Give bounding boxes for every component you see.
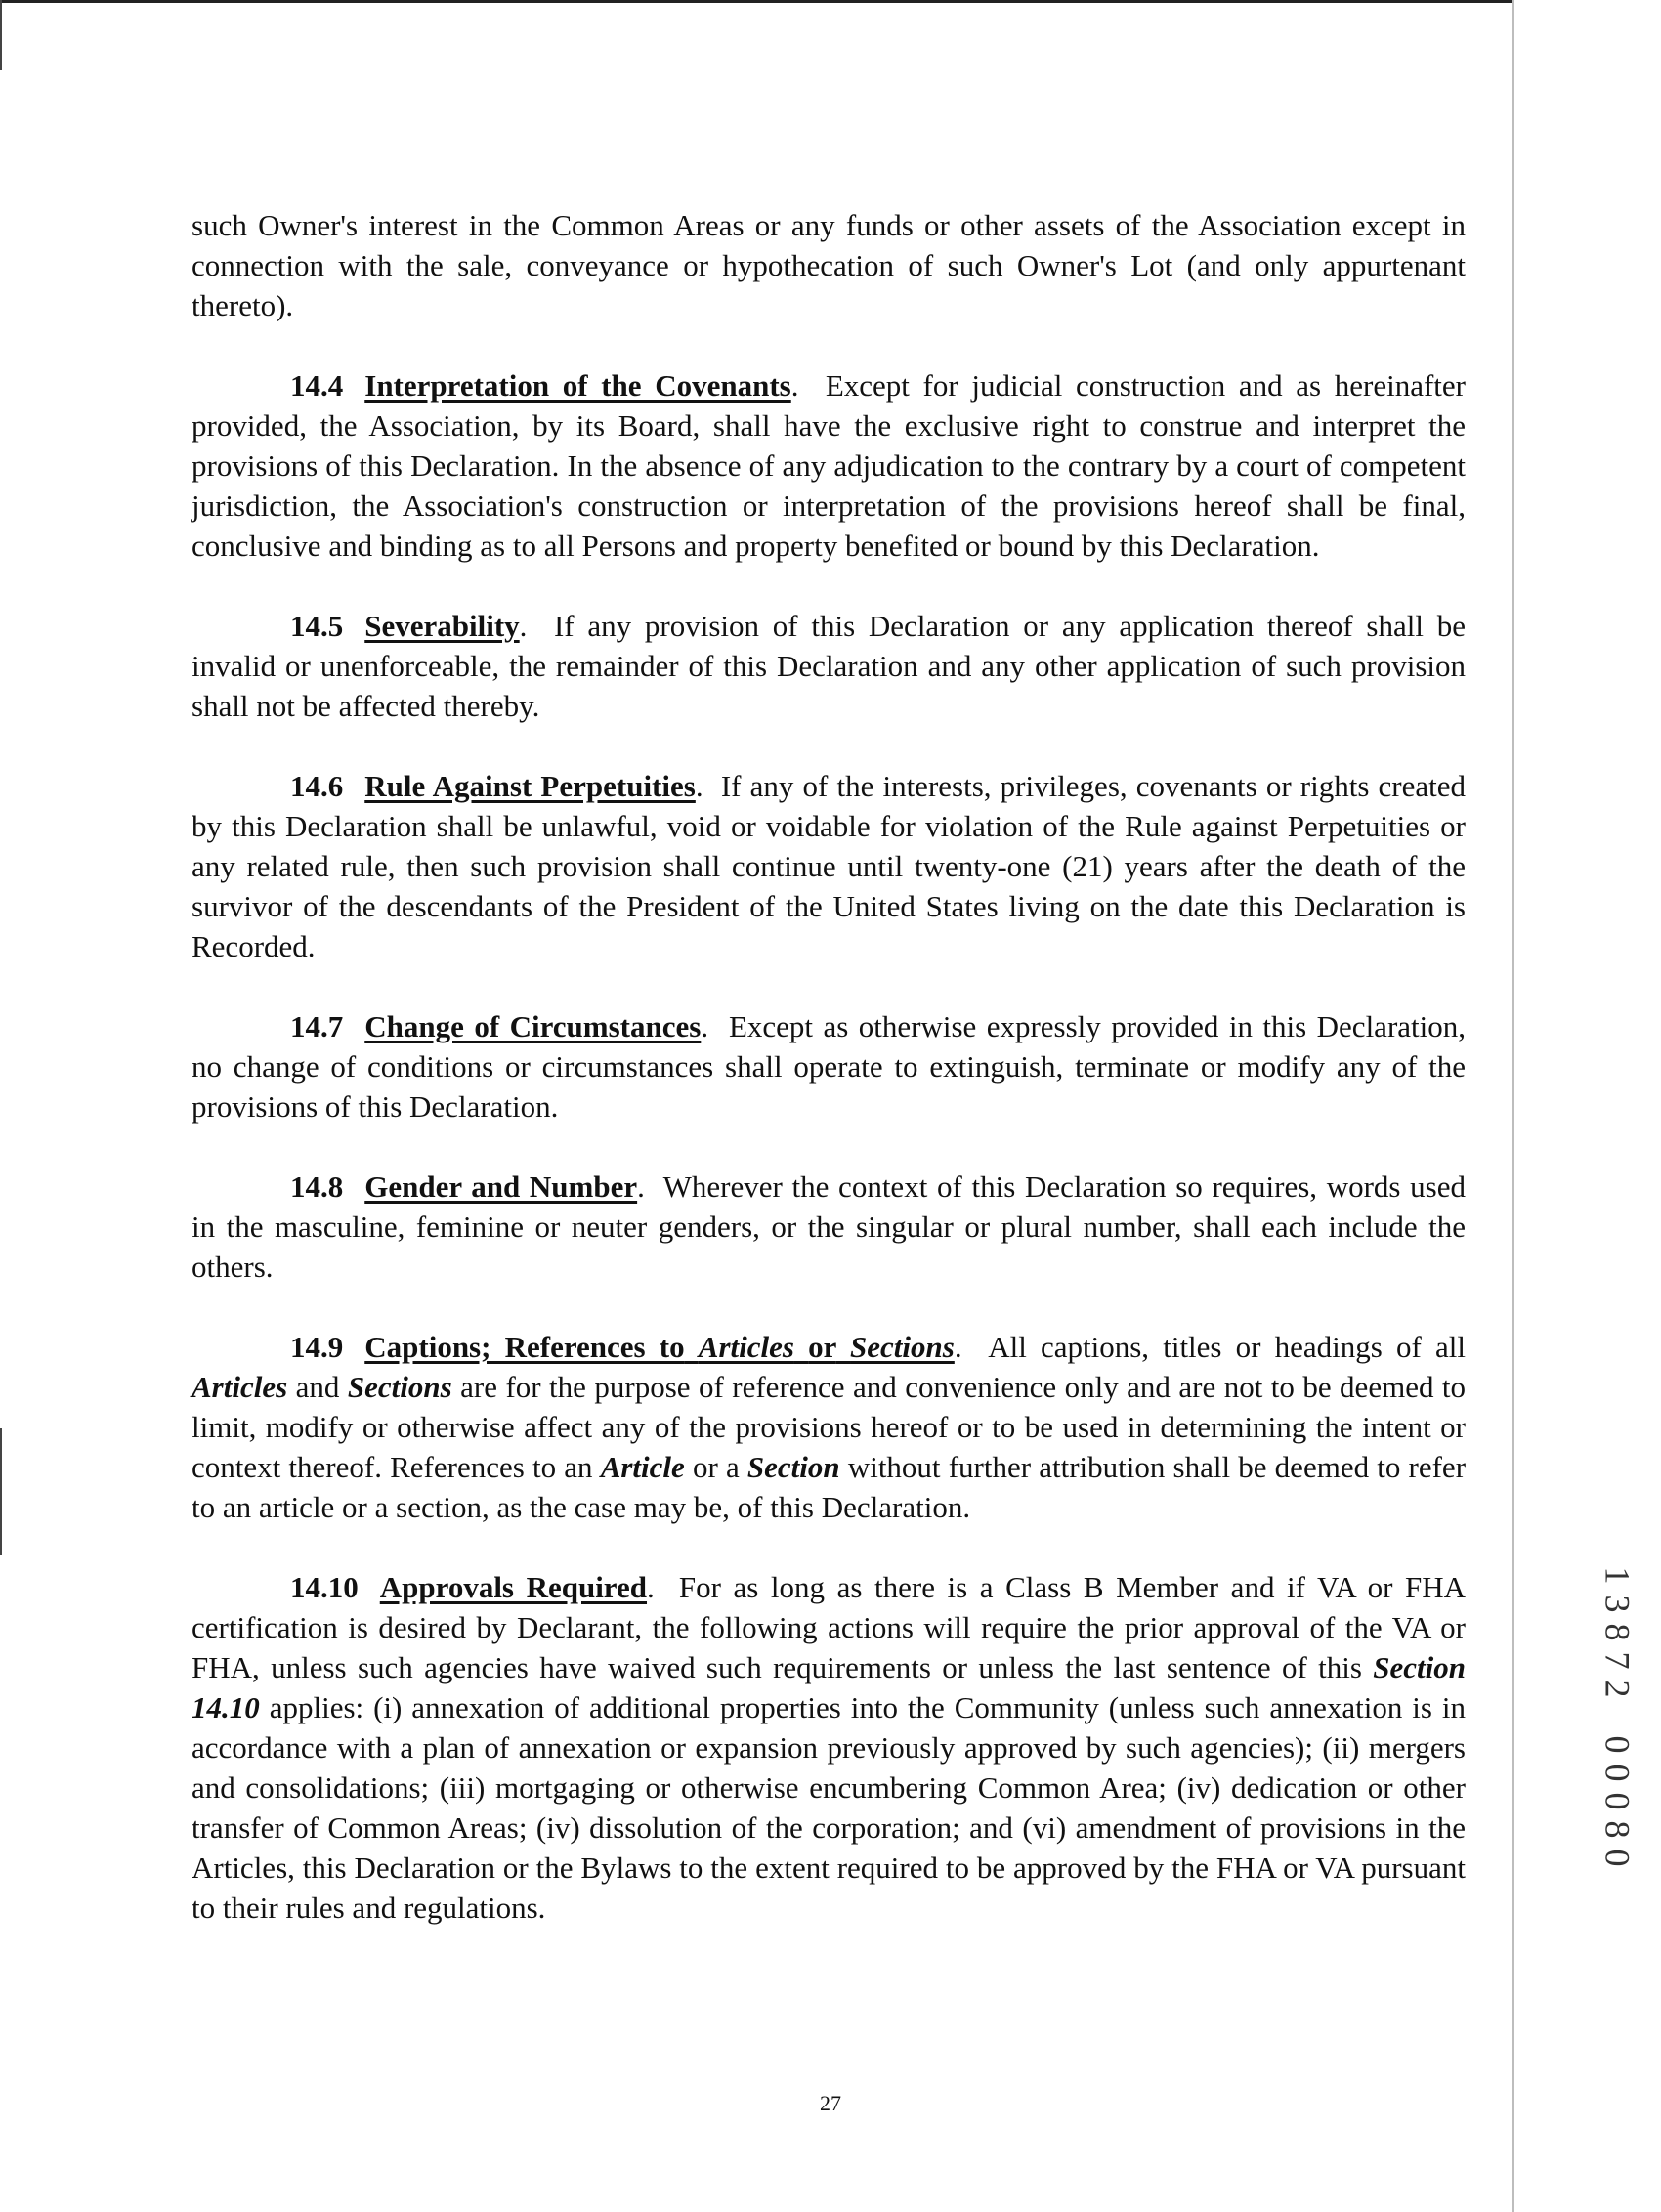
section-text: Wherever the context of this Declaration so requires, words used in the masculine, feminine or neuter genders, or the singular or plural number, shall each include the others. xyxy=(192,1170,1466,1284)
section-reference: Section 14.10 xyxy=(192,1650,1467,1724)
section-number: 14.8 xyxy=(290,1170,344,1204)
section-title: Interpretation of the Covenants xyxy=(364,368,791,403)
section-text: If any provision of this Declaration or any application thereof shall be invalid or unenforceable, the remainder of this Declaration and any other application of such provision shall not be affected thereby. xyxy=(192,609,1466,723)
section-title-period: . xyxy=(647,1570,655,1604)
section-14-4 xyxy=(192,365,1466,566)
stamp-digit: 8 xyxy=(1597,1820,1638,1839)
stamp-part-2 xyxy=(1597,1730,1638,1872)
section-number: 14.7 xyxy=(290,1009,344,1043)
section-title-period: . xyxy=(637,1170,645,1204)
stamp-digit: 2 xyxy=(1597,1680,1638,1698)
section-14-10 xyxy=(192,1567,1466,1928)
section-14-8 xyxy=(192,1167,1466,1287)
stamp-digit: 0 xyxy=(1597,1764,1638,1782)
scan-left-mark xyxy=(0,0,2,70)
scan-left-mark xyxy=(0,1428,2,1555)
section-number: 14.4 xyxy=(290,368,344,403)
section-text: Except for judicial construction and as hereinafter provided, the Association, by its Board, shall have the exclusive right to construe and interpret the provisions of this Declaration. In the absence of any adjudication to the contrary by a court of competent jurisdiction, the Association's construction or interpretation of the provisions hereof shall be final, conclusive and binding as to all Persons and property benefited or bound by this Declaration. xyxy=(192,368,1467,563)
section-14-7 xyxy=(192,1006,1466,1127)
section-number: 14.5 xyxy=(290,609,344,643)
section-title-period: . xyxy=(701,1009,709,1043)
section-title-or: or xyxy=(808,1330,836,1364)
section-title-period: . xyxy=(954,1330,962,1364)
stamp-digit: 7 xyxy=(1597,1651,1638,1670)
section-title-period: . xyxy=(790,368,799,403)
section-title: Change of Circumstances xyxy=(364,1009,702,1043)
continuation-paragraph: such Owner's interest in the Common Areas or any funds or other assets of the Association except in connection with the sale, conveyance or hypothecation of such Owner's Lot (and only appurtenant thereto). xyxy=(192,208,1466,322)
stamp-part-1 xyxy=(1597,1561,1638,1703)
section-14-5 xyxy=(192,606,1466,726)
section-title-prefix: Captions; References to xyxy=(364,1330,685,1364)
stamp-digit: 3 xyxy=(1597,1595,1638,1613)
section-text: are for the purpose of reference and convenience only and are not to be deemed to limit, modify or otherwise affect any of the provisions hereof or to be used in determining the intent or context thereof. References to an xyxy=(192,1370,1467,1484)
section-text: All captions, titles or headings of all xyxy=(988,1330,1466,1364)
term-articles: Articles xyxy=(192,1370,288,1404)
section-text: without further attribution shall be deemed to refer to an article or a section, as the case may be, of this Declaration. xyxy=(192,1450,1467,1524)
stamp-digit: 8 xyxy=(1597,1623,1638,1641)
section-title: Rule Against Perpetuities xyxy=(364,769,696,803)
page-number: 27 xyxy=(820,2091,841,2115)
section-number: 14.9 xyxy=(290,1330,344,1364)
stamp-digit: 0 xyxy=(1597,1792,1638,1810)
section-14-6 xyxy=(192,766,1466,966)
document-body xyxy=(192,205,1466,1968)
section-title xyxy=(364,1330,955,1364)
section-title-period: . xyxy=(519,609,528,643)
section-title: Gender and Number xyxy=(364,1170,638,1204)
section-number: 14.6 xyxy=(290,769,344,803)
stamp-digit: 0 xyxy=(1597,1735,1638,1754)
stamp-digit: 0 xyxy=(1597,1849,1638,1867)
section-title-period: . xyxy=(695,769,703,803)
term-section: Section xyxy=(746,1450,840,1484)
term-article: Article xyxy=(600,1450,685,1484)
recording-stamp xyxy=(1597,1561,1638,1872)
term-sections: Sections xyxy=(347,1370,452,1404)
section-title: Approvals Required xyxy=(379,1570,648,1604)
section-title: Severability xyxy=(364,609,520,643)
section-text: If any of the interests, privileges, covenants or rights created by this Declaration shall be unlawful, void or voidable for violation of the Rule against Perpetuities or any related rule, then such provision shall continue until twenty-one (21) years after the death of the survivor of the descendants of the President of the United States living on the date this Declaration is Recorded. xyxy=(192,769,1467,963)
section-text: Except as otherwise expressly provided in this Declaration, no change of conditions or circumstances shall operate to extinguish, terminate or modify any of the provisions of this Declaration. xyxy=(192,1009,1466,1124)
section-number: 14.10 xyxy=(290,1570,359,1604)
section-text: or a xyxy=(692,1450,740,1484)
scan-top-border xyxy=(0,0,1514,3)
section-text: applies: (i) annexation of additional properties into the Community (unless such annexation is in accordance with a plan of annexation or expansion previously approved by such agencies); (ii) mergers and consolidations; (iii) mortgaging or otherwise encumbering Common Area; (iv) dedication or other transfer of Common Areas; (iv) dissolution of the corporation; and (vi) amendment of provisions in the Articles, this Declaration or the Bylaws to the extent required to be approved by the FHA or VA pursuant to their rules and regulations. xyxy=(192,1690,1467,1925)
stamp-digit: 1 xyxy=(1597,1566,1638,1585)
section-title-sections: Sections xyxy=(850,1330,955,1364)
section-text: and xyxy=(295,1370,340,1404)
section-14-9 xyxy=(192,1327,1466,1527)
scan-right-border xyxy=(1512,0,1514,2212)
section-text: For as long as there is a Class B Member and if VA or FHA certification is desired by Declarant, the following actions will require the prior approval of the VA or FHA, unless such agencies have waived such requirements or unless the last sentence of this xyxy=(192,1570,1466,1684)
section-title-articles: Articles xyxy=(698,1330,794,1364)
